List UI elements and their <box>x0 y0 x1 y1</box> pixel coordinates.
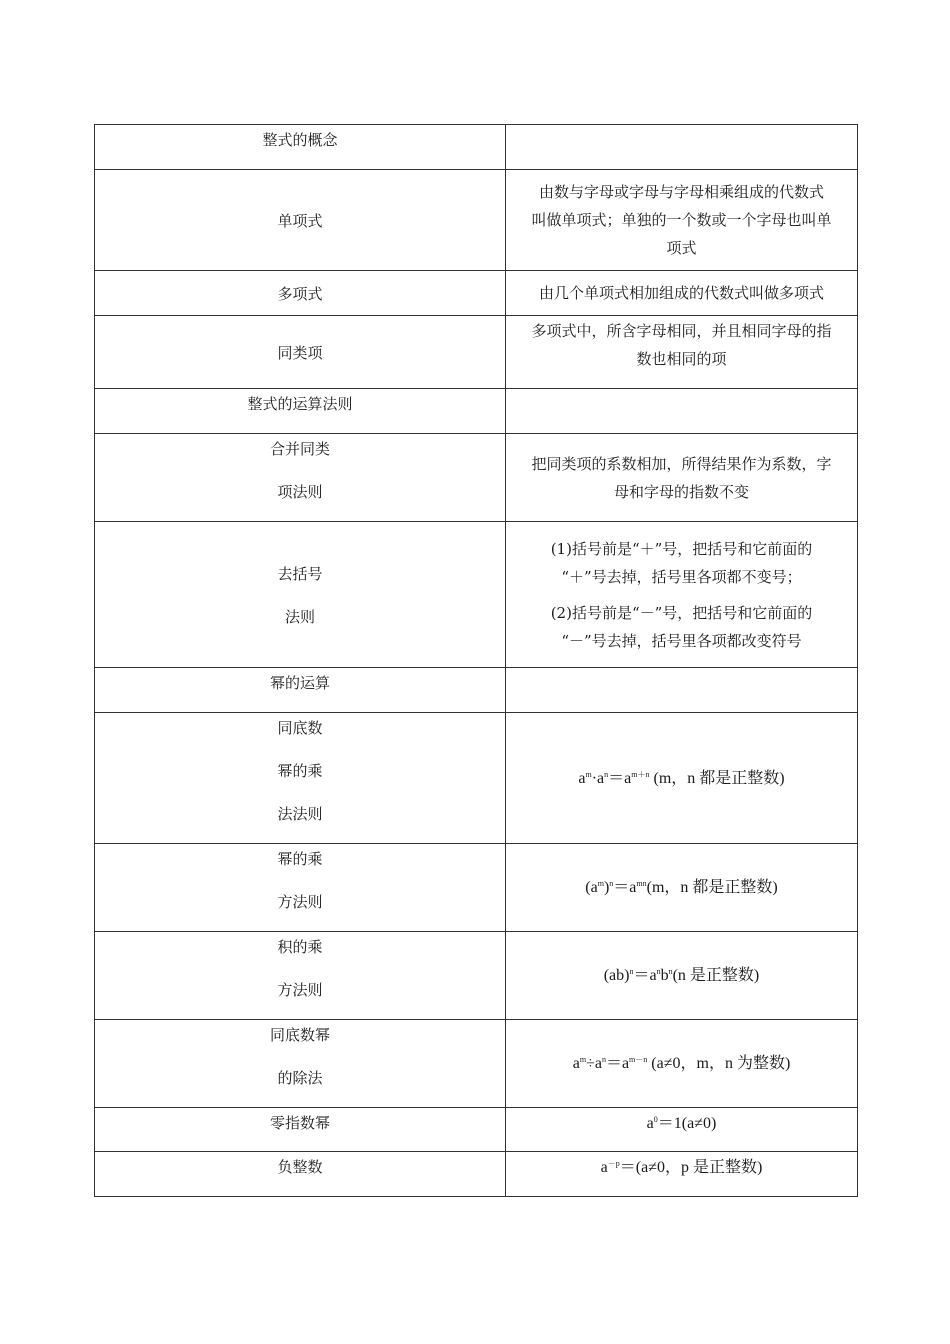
definition-cell <box>506 271 858 316</box>
label-line: 合并同类 <box>269 440 330 458</box>
formula-cell <box>506 1152 858 1197</box>
definition-cell <box>506 434 858 522</box>
label-line: 整式的运算法则 <box>247 395 353 413</box>
formula-product-rule: $a^m\cdot a^n=a^{m+n}$ (m，n 都是正整数) <box>578 769 785 787</box>
label-line: 法法则 <box>277 805 323 823</box>
term-label-zero-exponent <box>95 1108 506 1152</box>
definition-line: 母和字母的指数不变 <box>613 482 749 501</box>
definition-cell <box>506 522 858 668</box>
label-line: 多项式 <box>277 284 323 303</box>
formula-cell <box>506 1020 858 1108</box>
label-line: 整式的概念 <box>262 131 338 149</box>
knowledge-table <box>94 124 858 1197</box>
label-line: 去括号 <box>277 564 323 583</box>
label-line: 幂的乘 <box>277 850 323 868</box>
label-line: 的除法 <box>277 1069 323 1087</box>
table-row <box>95 844 858 932</box>
formula-cell <box>506 1108 858 1152</box>
table-row <box>95 125 858 170</box>
label-line: 幂的乘 <box>277 762 323 780</box>
definition-cell <box>506 389 858 434</box>
table-row <box>95 170 858 271</box>
table-row <box>95 316 858 389</box>
table-row <box>95 522 858 668</box>
definition-line: 叫做单项式；单独的一个数或一个字母也叫单 <box>531 211 832 229</box>
section-label-concept <box>95 125 506 170</box>
term-label-product-rule <box>95 713 506 844</box>
label-line: 方法则 <box>277 893 323 911</box>
table-row <box>95 932 858 1020</box>
table-row <box>95 713 858 844</box>
definition-cell <box>506 316 858 389</box>
label-line: 负整数 <box>277 1158 323 1176</box>
label-line: 单项式 <box>277 211 323 230</box>
definition-line: 由数与字母或字母与字母相乘组成的代数式 <box>538 183 824 201</box>
formula-product-power: $(ab)^n=a^nb^n(n$ 是正整数) <box>603 967 760 984</box>
section-label-operations <box>95 389 506 434</box>
definition-line: (1)括号前是“＋”号，把括号和它前面的 <box>550 539 813 558</box>
table-row <box>95 1020 858 1108</box>
definition-line: 多项式中，所含字母相同，并且相同字母的指 <box>531 322 832 340</box>
label-line: 同底数 <box>277 719 323 737</box>
term-label-like-terms <box>95 316 506 389</box>
definition-line: 数也相同的项 <box>636 350 727 368</box>
definition-cell <box>506 668 858 713</box>
definition-line: (2)括号前是“－”号，把括号和它前面的 <box>550 603 813 622</box>
label-line: 法则 <box>284 607 315 626</box>
formula-cell <box>506 844 858 932</box>
term-label-remove-brackets <box>95 522 506 668</box>
table-row <box>95 668 858 713</box>
table-row <box>95 271 858 316</box>
table-row <box>95 1152 858 1197</box>
formula-zero-exponent: $a^0=1(a\ne 0)$ <box>646 1115 717 1132</box>
section-label-powers <box>95 668 506 713</box>
term-label-combine-like-terms <box>95 434 506 522</box>
label-line: 积的乘 <box>277 938 323 956</box>
formula-quotient-rule: $a^m\div a^n=a^{m-n}$ (a≠0，m，n 为整数) <box>572 1055 791 1072</box>
definition-line: 由几个单项式相加组成的代数式叫做多项式 <box>538 284 824 302</box>
term-label-negative-exponent <box>95 1152 506 1197</box>
term-label-polynomial <box>95 271 506 316</box>
term-label-quotient-rule <box>95 1020 506 1108</box>
definition-cell <box>506 125 858 170</box>
definition-line: “＋”号去掉，括号里各项都不变号； <box>561 567 802 586</box>
formula-cell <box>506 713 858 844</box>
formula-negative-exponent: $a^{-p}=(a\ne 0$，p 是正整数) <box>600 1159 763 1176</box>
definition-line: 把同类项的系数相加，所得结果作为系数，字 <box>531 454 832 473</box>
formula-power-rule: $(a^m)^n=a^{mn}(m$，n 都是正整数) <box>585 879 778 896</box>
definition-line: 项式 <box>666 239 697 257</box>
label-line: 幂的运算 <box>269 674 330 692</box>
definition-cell <box>506 170 858 271</box>
table-row <box>95 1108 858 1152</box>
definition-line: “－”号去掉，括号里各项都改变符号 <box>561 631 802 650</box>
label-line: 同底数幂 <box>269 1026 330 1044</box>
label-line: 方法则 <box>277 981 323 999</box>
table-row <box>95 434 858 522</box>
term-label-product-power <box>95 932 506 1020</box>
table-row <box>95 389 858 434</box>
formula-cell <box>506 932 858 1020</box>
label-line: 项法则 <box>277 483 323 501</box>
label-line: 同类项 <box>277 343 323 362</box>
term-label-monomial <box>95 170 506 271</box>
term-label-power-rule <box>95 844 506 932</box>
label-line: 零指数幂 <box>269 1114 330 1132</box>
